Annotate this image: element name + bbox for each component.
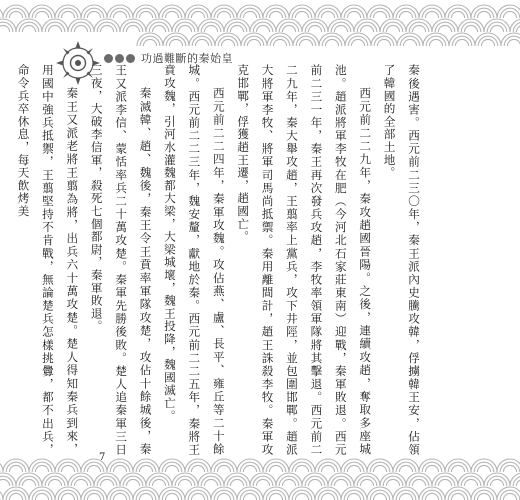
wave-arc xyxy=(334,25,347,32)
wave-arc xyxy=(386,25,399,32)
wave-arc xyxy=(230,25,243,32)
wave-arc xyxy=(217,493,230,500)
wave-arc xyxy=(9,11,22,18)
wave-arc xyxy=(0,22,13,32)
wave-arc xyxy=(516,25,520,32)
wave-arc xyxy=(217,11,230,18)
wave-arc xyxy=(273,39,286,46)
wave-arc xyxy=(425,11,438,18)
wave-arc xyxy=(377,39,390,46)
wave-arc xyxy=(0,459,3,472)
wave-arc xyxy=(477,465,490,472)
wave-arc xyxy=(247,39,260,46)
wave-arc xyxy=(481,39,494,46)
wave-arc xyxy=(191,465,204,472)
wave-arc xyxy=(321,465,334,472)
wave-arc xyxy=(399,493,412,500)
wave-arc xyxy=(35,465,48,472)
wave-arc xyxy=(412,25,425,32)
wave-arc xyxy=(425,465,438,472)
body-text xyxy=(16,64,426,456)
wave-arc xyxy=(295,465,308,472)
wave-arc xyxy=(0,5,3,18)
wave-arc xyxy=(22,479,35,486)
wave-arc xyxy=(373,465,386,472)
wave-arc xyxy=(113,11,126,18)
wave-arc xyxy=(503,11,516,18)
wave-arc xyxy=(139,493,152,500)
wave-arc xyxy=(373,493,386,500)
wave-arc xyxy=(61,11,74,18)
paragraph: 秦滅韓、趙、魏後，秦王令王賁率軍隊攻楚，攻佔十餘城後，秦王又派李信、蒙恬率兵二十萬攻楚。秦軍先勝後敗。楚人追秦軍三日三夜，大破李信軍，殺死七個都尉，秦軍敗退。 xyxy=(89,64,153,456)
wave-arc xyxy=(503,493,516,500)
page-number: 7 xyxy=(99,452,106,463)
wave-arc xyxy=(204,25,217,32)
wave-arc xyxy=(308,25,321,32)
wave-arc xyxy=(295,493,308,500)
wave-arc xyxy=(334,479,347,486)
wave-arc xyxy=(74,25,87,32)
paragraph: 西元前二二四年，秦軍攻魏。攻佔燕、盧、長平、雍丘等二十餘城。西元前二二三年，魏安釐，獻地於秦。西元前二二五年，秦將王賁攻魏，引河水灌魏都大梁，大梁城壞，魏王投降，魏國滅亡。 xyxy=(162,64,226,456)
wave-arc xyxy=(455,39,468,46)
wave-arc xyxy=(221,39,234,46)
wave-arc xyxy=(61,465,74,472)
wave-arc xyxy=(373,11,386,18)
wave-arc xyxy=(490,479,503,486)
wave-arc xyxy=(100,25,113,32)
wave-arc xyxy=(464,479,477,486)
wave-arc xyxy=(451,11,464,18)
wave-arc xyxy=(321,493,334,500)
wave-arc xyxy=(347,493,360,500)
wave-arc xyxy=(35,493,48,500)
wave-arc xyxy=(169,39,182,46)
wave-arc xyxy=(269,11,282,18)
header-dot-icon xyxy=(126,54,135,63)
wave-arc xyxy=(0,476,13,486)
wave-arc xyxy=(191,11,204,18)
wave-arc xyxy=(48,25,61,32)
wave-arc xyxy=(87,493,100,500)
wave-arc xyxy=(74,479,87,486)
wave-arc xyxy=(516,479,520,486)
wave-arc xyxy=(191,493,204,500)
wave-arc xyxy=(139,465,152,472)
wave-arc xyxy=(165,465,178,472)
wave-arc xyxy=(126,479,139,486)
wave-arc xyxy=(113,493,126,500)
wave-arc xyxy=(217,465,230,472)
wave-arc xyxy=(178,479,191,486)
wave-arc xyxy=(204,479,217,486)
wave-arc xyxy=(360,25,373,32)
paragraph: 秦後遇害。西元前二三〇年，秦王派內史騰攻韓，俘擄韓王安，佔領了韓國的全部土地。 xyxy=(382,64,421,456)
wave-arc xyxy=(22,25,35,32)
wave-arc xyxy=(195,39,208,46)
wave-arc xyxy=(165,11,178,18)
wave-arc xyxy=(269,493,282,500)
wave-arc xyxy=(299,39,312,46)
wave-arc xyxy=(87,11,100,18)
wave-arc xyxy=(243,493,256,500)
paragraph: 秦王又派老將王翦為將，出兵六十萬攻楚。楚人得知秦兵到來，用國中強兵抵禦，王翦堅持不肯戰，無論楚兵怎樣挑釁，都不出兵，命令兵卒休息，每天飲烤美 xyxy=(16,64,80,456)
wave-arc xyxy=(503,465,516,472)
wave-arc xyxy=(126,25,139,32)
wave-arc xyxy=(451,493,464,500)
wave-arc xyxy=(308,479,321,486)
wave-arc xyxy=(61,493,74,500)
wave-arc xyxy=(113,465,126,472)
wave-arc xyxy=(477,493,490,500)
wave-arc xyxy=(425,493,438,500)
wave-arc xyxy=(464,25,477,32)
wave-arc xyxy=(165,493,178,500)
wave-arc xyxy=(490,25,503,32)
wave-arc xyxy=(295,11,308,18)
wave-arc xyxy=(256,479,269,486)
wave-arc xyxy=(230,479,243,486)
wave-arc xyxy=(0,487,3,500)
wave-arc xyxy=(386,479,399,486)
wave-arc xyxy=(321,11,334,18)
wave-arc xyxy=(87,465,100,472)
wave-arc xyxy=(399,465,412,472)
paragraph: 西元前二二九年，秦攻趙國晉陽。之後，連續攻趙，奪取多座城池。趙派將軍李牧在肥（今河北石家莊東南）迎戰，秦軍敗退。西元前二三一年，秦王再次發兵攻趙，李牧率領軍隊將其擊退。西元前二二九年，秦大舉攻趙，王翦率上黨兵，攻下井陘，並包圍邯鄲。趙派大將軍李牧、將軍司馬尚抵禦。秦用離間計，趙王誅殺李牧。秦軍攻克邯鄲，俘獲趙王遷，趙國亡。 xyxy=(236,64,373,456)
wave-arc xyxy=(48,479,61,486)
wave-arc xyxy=(0,25,10,32)
wave-arc xyxy=(143,39,156,46)
wave-arc xyxy=(35,11,48,18)
wave-arc xyxy=(451,465,464,472)
wave-arc xyxy=(139,11,152,18)
wave-arc xyxy=(243,11,256,18)
wave-arc xyxy=(347,11,360,18)
wave-arc xyxy=(507,39,520,46)
wave-arc xyxy=(256,25,269,32)
wave-arc xyxy=(152,479,165,486)
wave-arc xyxy=(243,465,256,472)
wave-arc xyxy=(282,25,295,32)
wave-arc xyxy=(403,39,416,46)
wave-arc xyxy=(477,11,490,18)
wave-arc xyxy=(438,25,451,32)
wave-arc xyxy=(178,25,191,32)
wave-arc xyxy=(269,465,282,472)
wave-arc xyxy=(399,11,412,18)
wave-arc xyxy=(325,39,338,46)
wave-arc xyxy=(282,479,295,486)
wave-arc xyxy=(9,493,22,500)
wave-arc xyxy=(360,479,373,486)
chapter-title: 功過難斷的秦始皇 xyxy=(141,52,233,65)
wave-arc xyxy=(100,479,113,486)
wave-arc xyxy=(0,479,10,486)
wave-arc xyxy=(429,39,442,46)
header-dot-icon xyxy=(115,54,124,63)
wave-arc xyxy=(412,479,425,486)
wave-arc xyxy=(152,25,165,32)
wave-arc xyxy=(347,465,360,472)
wave-arc xyxy=(351,39,364,46)
header-dot-icon xyxy=(104,54,113,63)
wave-arc xyxy=(9,465,22,472)
wave-arc xyxy=(438,479,451,486)
